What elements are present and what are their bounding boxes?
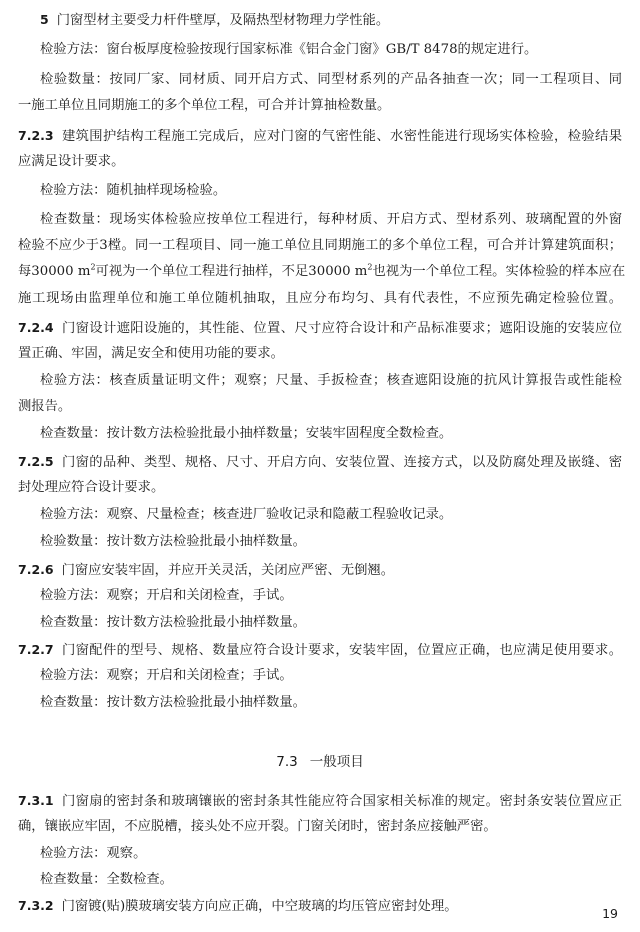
inspection-method-line-2: 测报告。 (18, 399, 72, 414)
clause-number: 7.2.4 (18, 320, 54, 335)
inspection-quantity-line-1: 检查数量：现场实体检验应按单位工程进行，每种材质、开启方式、型材系列、玻璃配置的外窗 (40, 212, 622, 227)
inspection-method: 检验方法：观察；开启和关闭检查；手试。 (40, 668, 293, 683)
inspection-quantity-line-4: 施工现场由监理单位和施工单位随机抽取，且应分布均匀、具有代表性，不应预先确定检验位置。 (18, 291, 622, 306)
clause-text-line-1: 门窗扇的密封条和玻璃镶嵌的密封条其性能应符合国家相关标准的规定。密封条安装位置应正 (61, 794, 622, 809)
inspection-quantity-line-3: 每30000 $m^2$可视为一个单位工程进行抽样，不足30000 $m^2$也视为一个单位工程。实体检验的样本应在 (18, 262, 626, 279)
clause-number: 7.3.2 (18, 898, 54, 913)
clause-text-line-1: 门窗的品种、类型、规格、尺寸、开启方向、安装位置、连接方式，以及防腐处理及嵌缝、密 (61, 455, 622, 470)
clause-text-line-1: 门窗设计遮阳设施的，其性能、位置、尺寸应符合设计和产品标准要求；遮阳设施的安装应位 (61, 321, 622, 336)
section-number: 7.3 (276, 754, 298, 770)
inspection-quantity: 检查数量：按计数方法检验批最小抽样数量；安装牢固程度全数检查。 (40, 426, 453, 441)
clause-text-line-2: 封处理应符合设计要求。 (18, 480, 165, 495)
clause-7-2-5 (18, 452, 622, 473)
inspection-quantity: 检查数量：按计数方法检验批最小抽样数量。 (40, 695, 306, 710)
clause-number: 7.2.6 (18, 562, 54, 577)
clause-7-2-6 (18, 560, 622, 581)
clause-text-line-2: 确，镶嵌应牢固，不应脱槽，接头处不应开裂。门窗关闭时，密封条应接触严密。 (18, 819, 497, 834)
inspection-quantity: 检查数量：按计数方法检验批最小抽样数量。 (40, 615, 306, 630)
inspection-quantity: 检验数量：按计数方法检验批最小抽样数量。 (40, 534, 306, 549)
inspection-method: 检验方法：观察、尺量检查；核查进厂验收记录和隐蔽工程验收记录。 (40, 507, 453, 522)
inspection-method: 检验方法：观察；开启和关闭检查，手试。 (40, 588, 293, 603)
clause-text-line-1: 建筑围护结构工程施工完成后，应对门窗的气密性能、水密性能进行现场实体检验，检验结果 (61, 129, 622, 144)
clause-7-3-2 (18, 896, 622, 917)
section-heading (0, 752, 640, 772)
clause-text: 门窗镀(贴)膜玻璃安装方向应正确，中空玻璃的均压管应密封处理。 (61, 899, 458, 914)
inspection-method-line-1: 检验方法：核查质量证明文件；观察；尺量、手扳检查；核查遮阳设施的抗风计算报告或性能检 (40, 373, 622, 388)
item-text: 门窗型材主要受力杆件壁厚，及隔热型材物理力学性能。 (56, 13, 390, 28)
inspection-method: 检验方法：随机抽样现场检验。 (40, 183, 227, 198)
clause-number: 7.2.5 (18, 454, 54, 469)
clause-text-line-2: 置正确、牢固，满足安全和使用功能的要求。 (18, 346, 284, 361)
clause-7-2-4 (18, 318, 622, 339)
page-number: 19 (602, 906, 618, 921)
clause-text-line-2: 应满足设计要求。 (18, 154, 125, 169)
clause-7-2-3 (18, 126, 622, 147)
clause-text: 门窗应安装牢固，并应开关灵活，关闭应严密、无倒翘。 (61, 563, 395, 578)
superscript-2: 2 (90, 262, 96, 272)
section-title: 一般项目 (309, 754, 364, 770)
item-number: 5 (40, 12, 49, 27)
inspection-method: 检验方法：窗台板厚度检验按现行国家标准《铝合金门窗》GB/T 8478的规定进行。 (40, 42, 538, 57)
clause-number: 7.3.1 (18, 793, 54, 808)
inspection-method: 检验方法：观察。 (40, 846, 147, 861)
clause-7-3-1 (18, 791, 622, 812)
clause-number: 7.2.7 (18, 642, 54, 657)
inspection-quantity-line-2: 一施工单位且同期施工的多个单位工程，可合并计算抽检数量。 (18, 98, 391, 113)
superscript-2: 2 (367, 262, 373, 272)
inspection-quantity-line-1: 检验数量：按同厂家、同材质、同开启方式、同型材系列的产品各抽查一次；同一工程项目、同 (40, 72, 622, 87)
inspection-quantity-line-2: 检验不应少于3樘。同一工程项目、同一施工单位且同期施工的多个单位工程，可合并计算建筑面积； (18, 238, 622, 253)
clause-7-2-7 (18, 640, 622, 661)
clause-text: 门窗配件的型号、规格、数量应符合设计要求，安装牢固，位置应正确，也应满足使用要求。 (61, 643, 622, 658)
item-5 (40, 10, 622, 31)
clause-number: 7.2.3 (18, 128, 54, 143)
inspection-quantity: 检查数量：全数检查。 (40, 872, 173, 887)
